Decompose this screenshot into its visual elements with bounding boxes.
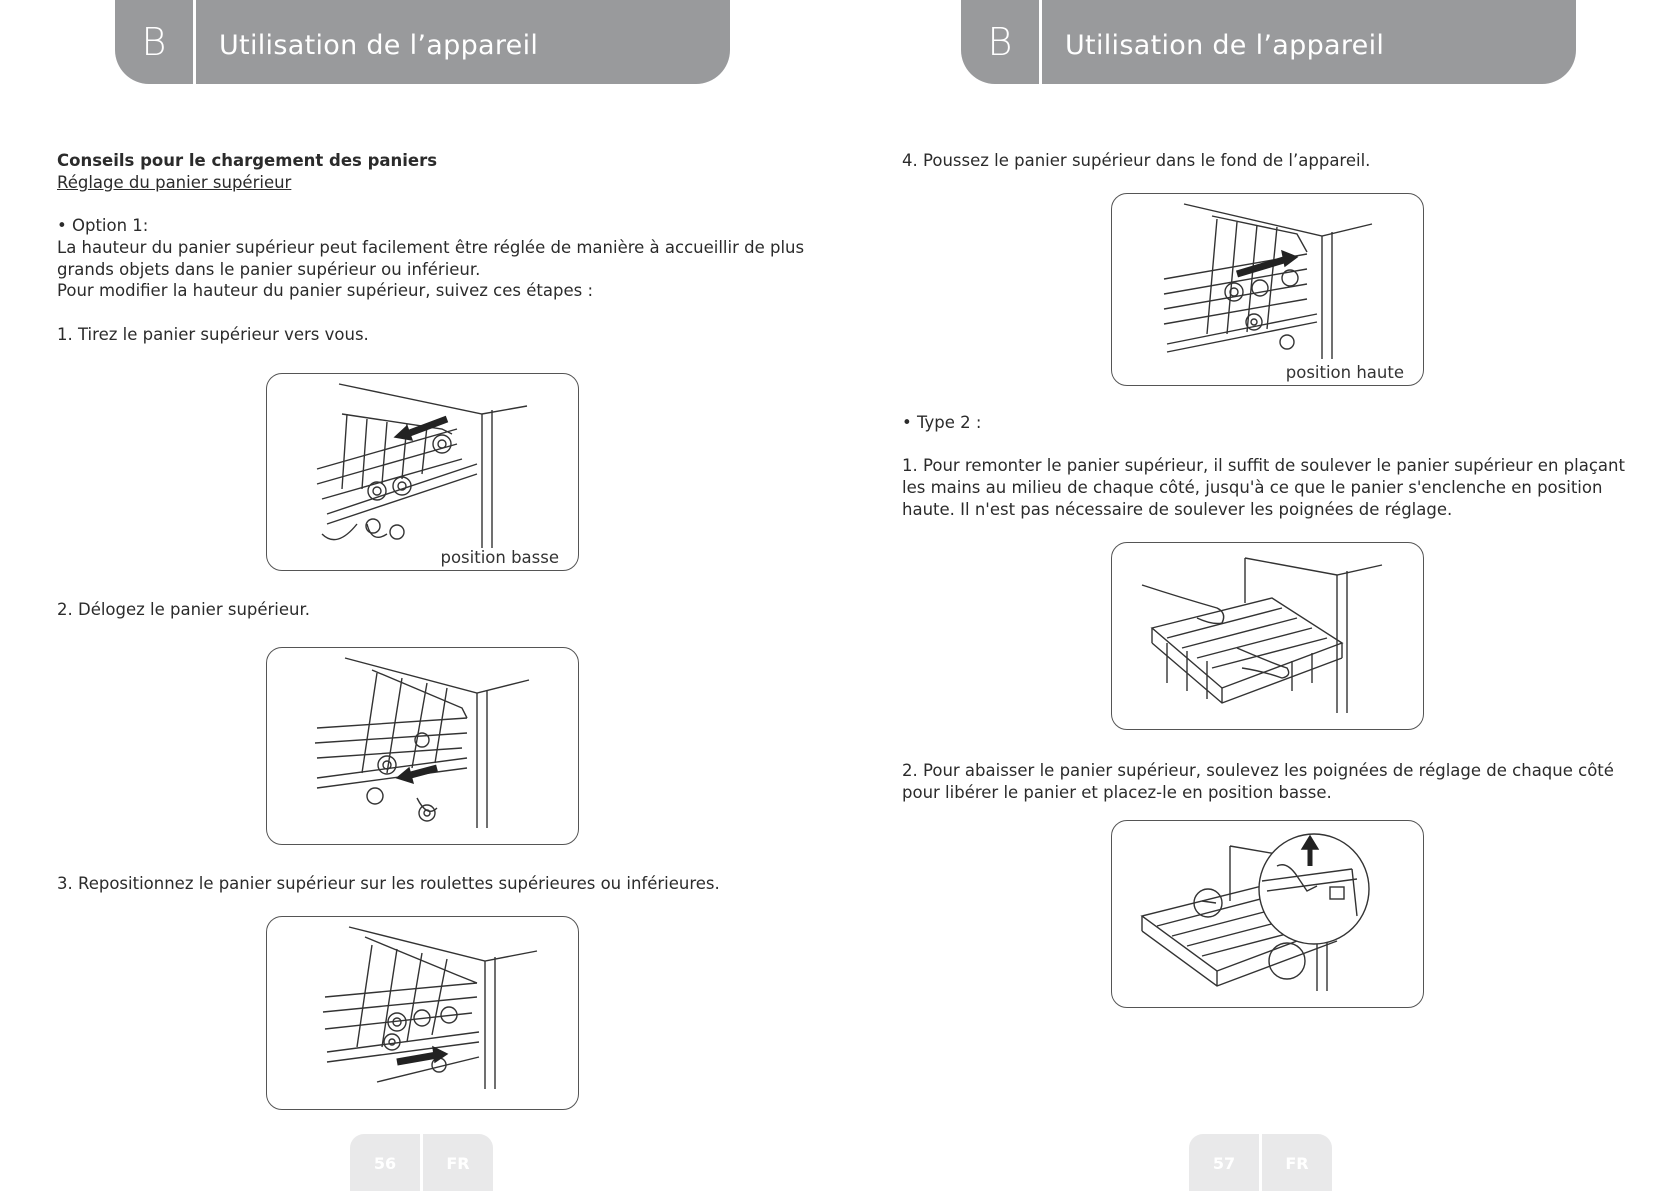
step-1: 1. Tirez le panier supérieur vers vous. [57, 324, 369, 344]
step-4: 4. Poussez le panier supérieur dans le fond de l’appareil. [902, 151, 1371, 170]
illustration-push-basket [1111, 193, 1424, 386]
figure-caption: position basse [440, 548, 559, 567]
section-letter: B [961, 0, 1042, 84]
illustration-pull-basket [266, 373, 579, 571]
illustration-raise-basket [1111, 542, 1424, 730]
page-number: 57 [1212, 1154, 1236, 1173]
language-code: FR [446, 1154, 470, 1173]
left-page-text-top [57, 150, 817, 345]
language-code: FR [1285, 1154, 1309, 1173]
illustration-lower-basket [1111, 820, 1424, 1008]
heading: Conseils pour le chargement des paniers [57, 151, 438, 170]
illustration-remove-basket [266, 647, 579, 845]
section-title: Utilisation de l’appareil [219, 30, 539, 61]
figure-caption: position haute [1285, 363, 1404, 382]
section-header-right [961, 0, 1576, 84]
intro-paragraph: La hauteur du panier supérieur peut facilement être réglée de manière à accueillir de plus grands objets dans le panier supérieur ou inférieur. [57, 237, 805, 279]
option-label: • Option 1: [57, 216, 149, 236]
page-number: 56 [373, 1154, 397, 1173]
section-title: Utilisation de l’appareil [1065, 30, 1385, 61]
page-number-right [1189, 1134, 1332, 1191]
illustration-reposition-basket [266, 916, 579, 1110]
type2-step-1: 1. Pour remonter le panier supérieur, il suffit de soulever le panier supérieur en plaçant les mains au milieu de chaque côté, jusqu'à ce que le panier s'enclenche en position haute. Il n'est pas nécessaire de soulever les poignées de réglage. [902, 456, 1625, 519]
right-page-type2 [902, 412, 1636, 521]
type2-step-2: 2. Pour abaisser le panier supérieur, soulevez les poignées de réglage de chaque côté pour libérer le panier et placez-le en position basse. [902, 761, 1614, 802]
step-2: 2. Délogez le panier supérieur. [57, 600, 311, 619]
intro-instructions: Pour modifier la hauteur du panier supérieur, suivez ces étapes : [57, 281, 594, 301]
section-header-left [115, 0, 730, 84]
subheading: Réglage du panier supérieur [57, 172, 292, 192]
section-letter: B [115, 0, 196, 84]
step-3: 3. Repositionnez le panier supérieur sur les roulettes supérieures ou inférieures. [57, 874, 720, 893]
page-number-left [350, 1134, 493, 1191]
type2-label: • Type 2 : [902, 413, 982, 432]
